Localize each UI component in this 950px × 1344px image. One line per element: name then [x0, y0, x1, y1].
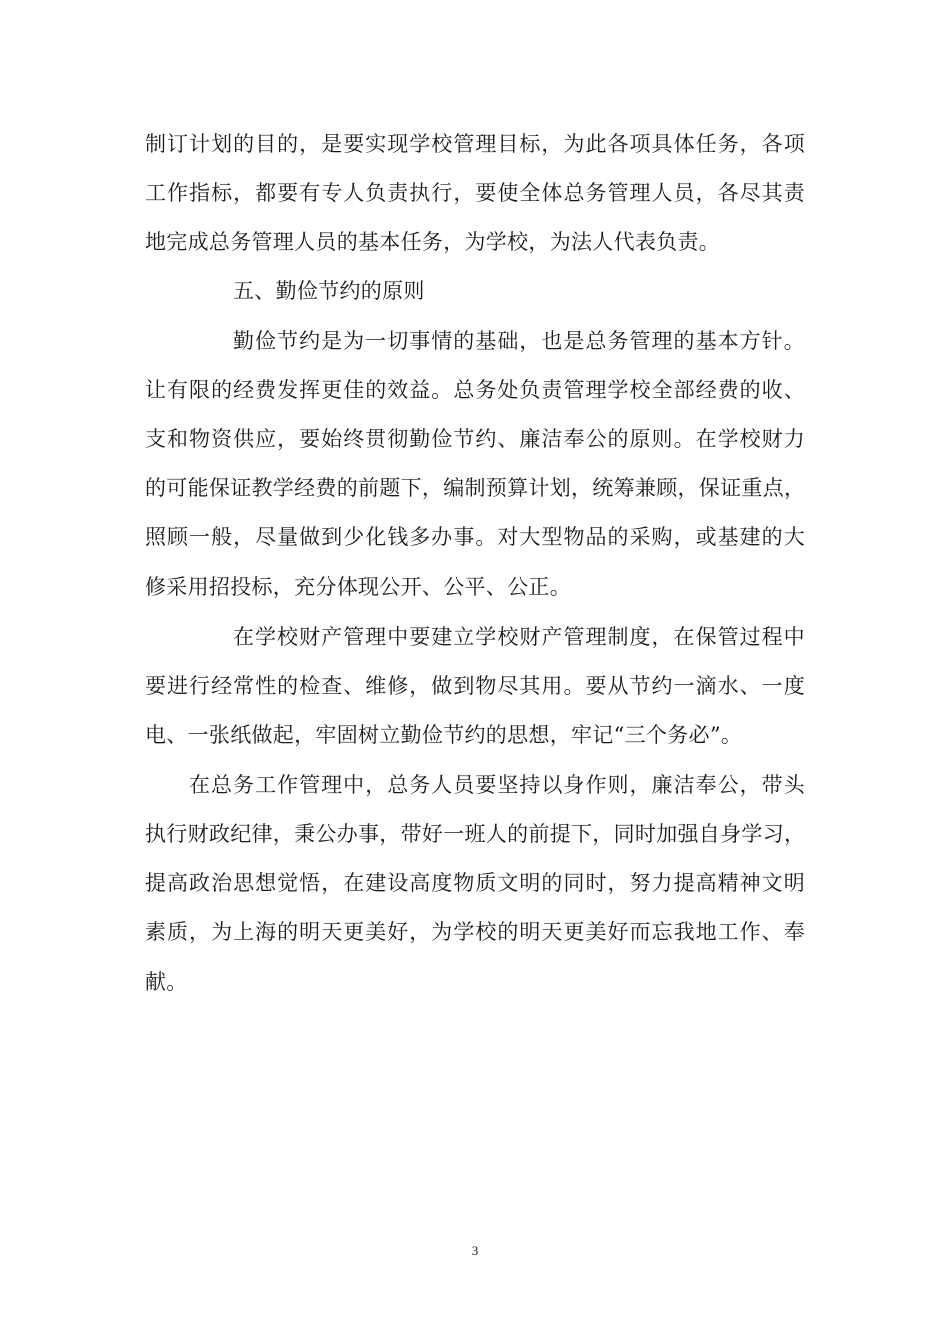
text-line-13: 电、一张纸做起，牢固树立勤俭节约的思想，牢记“三个务必”。 — [145, 723, 743, 747]
section-heading: 五、勤俭节约的原则 — [233, 279, 425, 303]
text-line-9: 照顾一般，尽量做到少化钱多办事。对大型物品的采购，或基建的大 — [145, 525, 805, 549]
text-line-3: 地完成总务管理人员的基本任务，为学校，为法人代表负责。 — [145, 230, 721, 254]
text-line-7: 支和物资供应，要始终贯彻勤俭节约、廉洁奉公的原则。在学校财力 — [145, 427, 805, 451]
text-line-11: 在学校财产管理中要建立学校财产管理制度，在保管过程中 — [233, 625, 805, 649]
text-line-18: 献。 — [145, 970, 188, 994]
text-line-14: 在总务工作管理中，总务人员要坚持以身作则，廉洁奉公，带头 — [189, 773, 805, 797]
text-line-1: 制订计划的目的，是要实现学校管理目标，为此各项具体任务，各项 — [145, 132, 805, 156]
text-line-5: 勤俭节约是为一切事情的基础，也是总务管理的基本方针。 — [233, 329, 805, 353]
text-line-6: 让有限的经费发挥更佳的效益。总务处负责管理学校全部经费的收、 — [145, 378, 805, 402]
text-line-17: 素质，为上海的明天更美好，为学校的明天更美好而忘我地工作、奉 — [145, 920, 805, 944]
text-line-8: 的可能保证教学经费的前题下，编制预算计划，统筹兼顾，保证重点， — [145, 476, 805, 500]
text-line-16: 提高政治思想觉悟，在建设高度物质文明的同时，努力提高精神文明 — [145, 871, 805, 895]
text-line-10: 修采用招投标，充分体现公开、公平、公正。 — [145, 575, 571, 599]
text-line-12: 要进行经常性的检查、维修，做到物尽其用。要从节约一滴水、一度 — [145, 674, 805, 698]
text-line-15: 执行财政纪律，秉公办事，带好一班人的前提下，同时加强自身学习， — [145, 822, 805, 846]
text-line-2: 工作指标，都要有专人负责执行，要使全体总务管理人员，各尽其责 — [145, 181, 805, 205]
page-number: 3 — [471, 1243, 479, 1258]
